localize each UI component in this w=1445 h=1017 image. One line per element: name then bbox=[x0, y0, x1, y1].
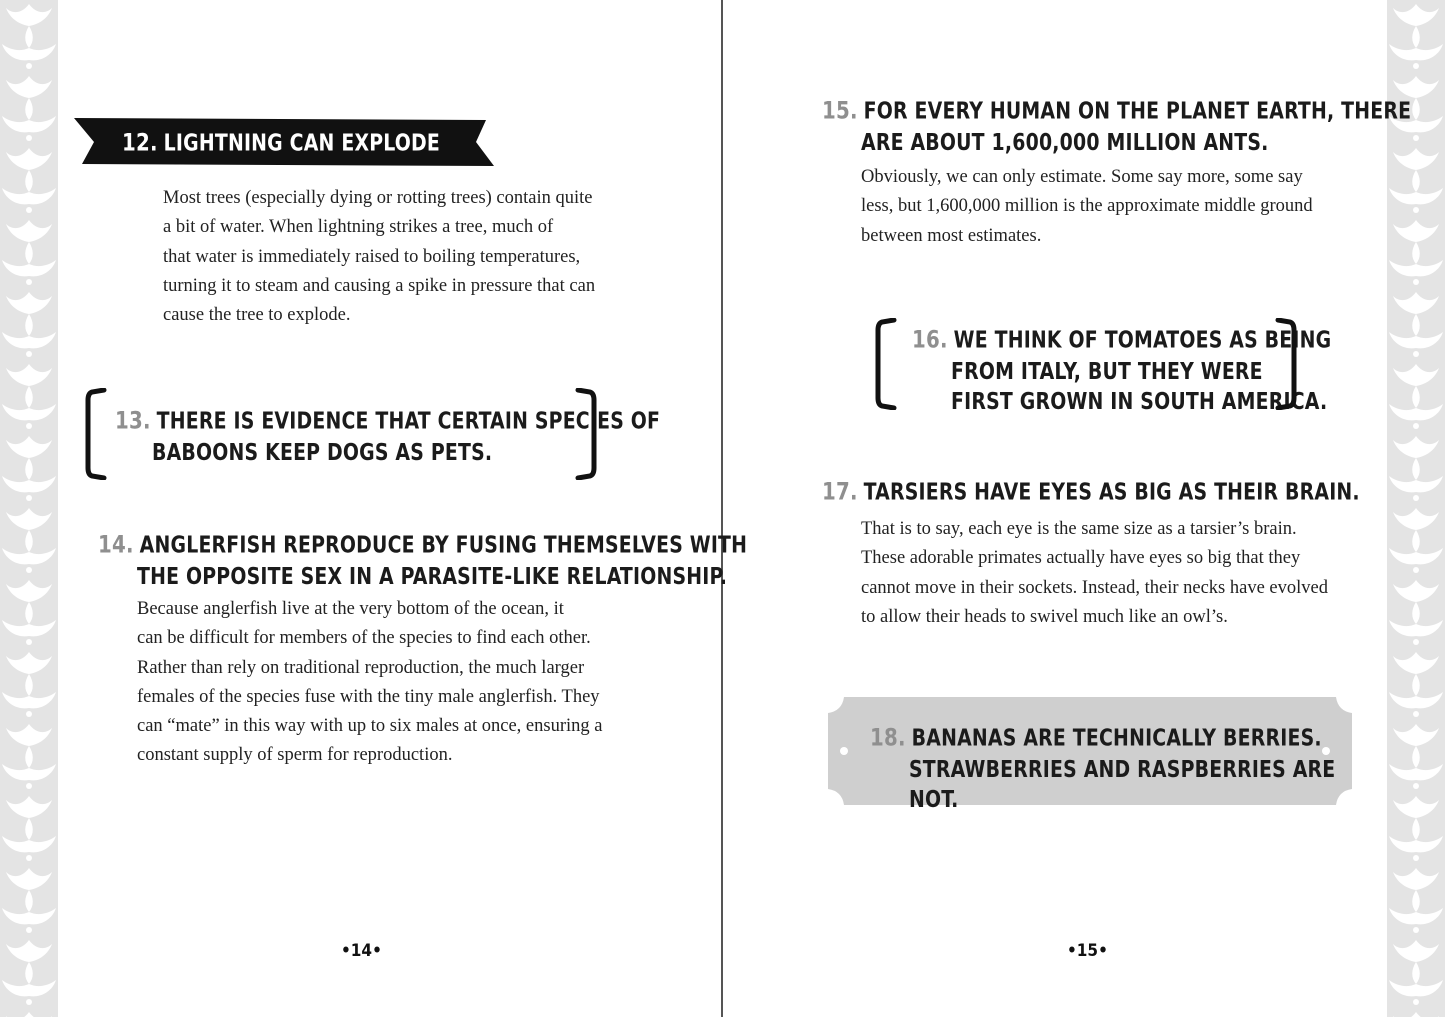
fact-16-title-line: WE THINK OF TOMATOES AS BEING bbox=[953, 327, 1332, 354]
fact-13-title-line: THERE IS EVIDENCE THAT CERTAIN SPECIES OF bbox=[156, 408, 661, 435]
page-number-value: 14 bbox=[350, 941, 373, 961]
page-number-right: •15• bbox=[1067, 941, 1108, 961]
body-line: These adorable primates actually have eyes so big that they bbox=[861, 548, 1301, 569]
body-line: turning it to steam and causing a spike in pressure that can bbox=[163, 275, 596, 296]
fact-12-number: 12. bbox=[122, 130, 158, 158]
fact-17-heading bbox=[822, 477, 1360, 508]
body-line: Rather than rely on traditional reproduction, the much larger bbox=[137, 657, 585, 678]
fact-17-body bbox=[861, 515, 1328, 632]
body-line: That is to say, each eye is the same size as a tarsier’s brain. bbox=[861, 519, 1297, 539]
right-bracket-icon bbox=[1274, 318, 1298, 410]
page-gutter bbox=[721, 0, 723, 1017]
fact-14-body bbox=[137, 595, 602, 771]
body-line: Most trees (especially dying or rotting trees) contain quite bbox=[163, 188, 593, 208]
page-number-left: •14• bbox=[341, 941, 382, 961]
body-line: Obviously, we can only estimate. Some say more, some say bbox=[861, 167, 1303, 187]
fact-17-title: TARSIERS HAVE EYES AS BIG AS THEIR BRAIN. bbox=[863, 479, 1360, 506]
fact-15-body bbox=[861, 163, 1313, 251]
fact-14-title-line: THE OPPOSITE SEX IN A PARASITE-LIKE RELATIONSHIP. bbox=[137, 563, 728, 590]
fact-16-title-line: FROM ITALY, BUT THEY WERE bbox=[951, 358, 1263, 385]
body-line: to allow their heads to swivel much like an owl’s. bbox=[861, 606, 1228, 627]
body-line: can “mate” in this way with up to six males at once, ensuring a bbox=[137, 716, 603, 737]
fact-15-title-line: FOR EVERY HUMAN ON THE PLANET EARTH, THERE bbox=[863, 98, 1412, 125]
body-line: a bit of water. When lightning strikes a tree, much of bbox=[163, 217, 554, 238]
fact-12-body bbox=[163, 184, 595, 330]
body-line: constant supply of sperm for reproduction. bbox=[137, 745, 453, 766]
page-number-value: 15 bbox=[1076, 941, 1099, 961]
fact-12-banner bbox=[74, 116, 494, 188]
fact-12-title: LIGHTNING CAN EXPLODE TREES. bbox=[122, 130, 441, 188]
fact-12-heading bbox=[122, 128, 494, 190]
fact-18-heading bbox=[870, 723, 1354, 815]
body-line: cause the tree to explode. bbox=[163, 305, 351, 326]
fact-17-number: 17. bbox=[822, 479, 858, 507]
left-bracket-icon bbox=[874, 318, 898, 410]
fact-18-number: 18. bbox=[870, 725, 906, 753]
body-line: females of the species fuse with the tiny male anglerfish. They bbox=[137, 686, 600, 707]
fact-13-number: 13. bbox=[115, 408, 151, 436]
fact-14-heading bbox=[98, 530, 747, 592]
fact-14-title-line: ANGLERFISH REPRODUCE BY FUSING THEMSELVES WITH bbox=[139, 532, 748, 559]
fact-18-title-line: STRAWBERRIES AND RASPBERRIES ARE NOT. bbox=[909, 756, 1336, 813]
floral-pattern-icon bbox=[0, 0, 58, 1017]
body-line: Because anglerfish live at the very bottom of the ocean, it bbox=[137, 599, 564, 619]
body-line: between most estimates. bbox=[861, 225, 1042, 246]
fact-15-title-line: ARE ABOUT 1,600,000 MILLION ANTS. bbox=[861, 129, 1269, 156]
fact-15-heading bbox=[822, 96, 1411, 158]
body-line: that water is immediately raised to boiling temperatures, bbox=[163, 246, 581, 267]
body-line: can be difficult for members of the species to find each other. bbox=[137, 628, 591, 649]
fact-18-plaque bbox=[826, 697, 1354, 813]
fact-15-number: 15. bbox=[822, 98, 858, 126]
right-bracket-icon bbox=[574, 388, 598, 480]
fact-13-title-line: BABOONS KEEP DOGS AS PETS. bbox=[152, 439, 493, 466]
fact-16-heading bbox=[912, 325, 1331, 417]
body-line: less, but 1,600,000 million is the approximate middle ground bbox=[861, 196, 1313, 217]
fact-16-number: 16. bbox=[912, 327, 948, 355]
decorative-border-left bbox=[0, 0, 58, 1017]
left-bracket-icon bbox=[84, 388, 108, 480]
fact-16-title-line: FIRST GROWN IN SOUTH AMERICA. bbox=[951, 388, 1328, 415]
body-line: cannot move in their sockets. Instead, their necks have evolved bbox=[861, 577, 1328, 598]
fact-18-title-line: BANANAS ARE TECHNICALLY BERRIES. bbox=[911, 725, 1322, 752]
fact-14-number: 14. bbox=[98, 532, 134, 560]
